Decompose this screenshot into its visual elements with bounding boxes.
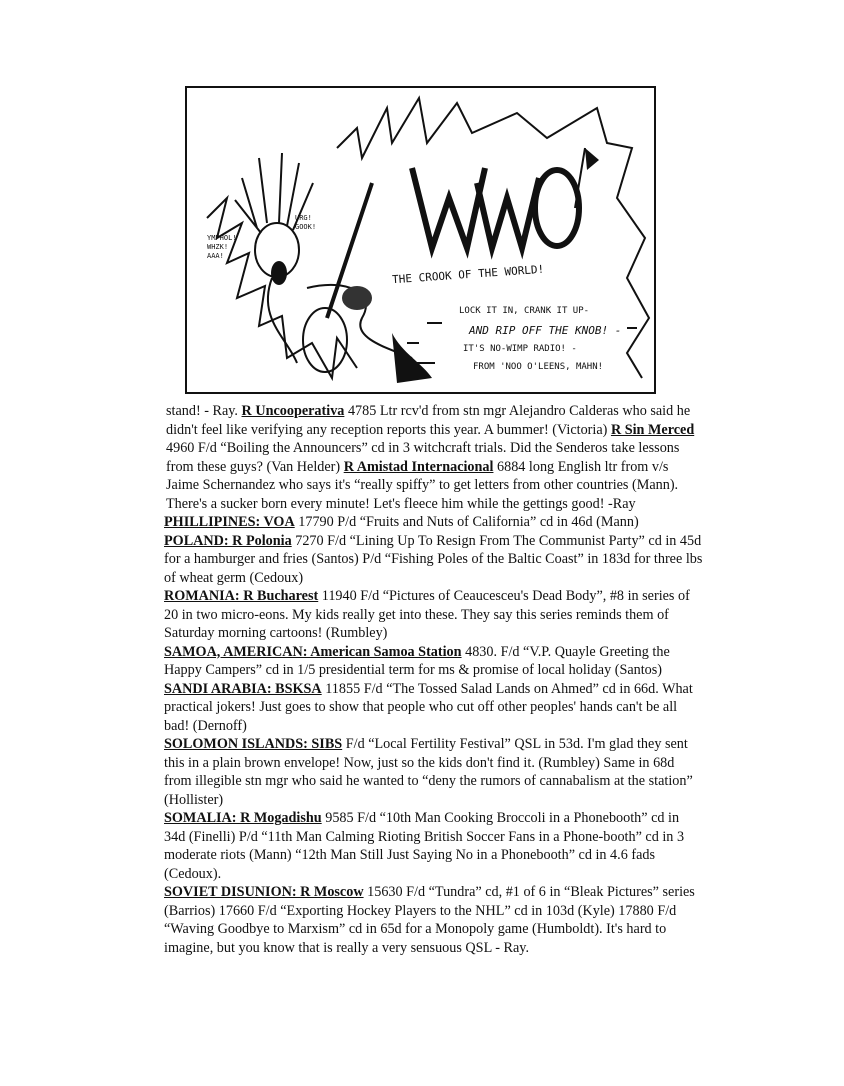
tagline: THE CROOK OF THE WORLD! xyxy=(391,262,545,287)
country-entry xyxy=(158,735,703,809)
country-entry xyxy=(158,643,703,680)
country-entries xyxy=(158,513,703,957)
country-station-heading: SANDI ARABIA: BSKSA xyxy=(164,680,322,697)
country-entry xyxy=(158,513,703,532)
country-station-heading: SAMOA, AMERICAN: American Samoa Station xyxy=(164,643,462,660)
intro-paragraph xyxy=(158,402,703,513)
entry-text: 9585 F/d “10th Man Cooking Broccoli in a Phonebooth” cd in 34d (Finelli) P/d “11th Man Calming Rioting British Soccer Fans in a Phone-booth” cd in 3 moderate riots (Mann) “12th Man Still Just Saying No in a Phonebooth” cd in 4.6 fads (Cedoux). xyxy=(164,810,685,882)
country-entry xyxy=(158,883,703,957)
cartoon-illustration xyxy=(185,86,656,394)
station-r-sin-merced: R Sin Merced xyxy=(610,421,695,438)
station-1-text: 4785 Ltr rcv'd from stn mgr Alejandro Calderas who said he didn't feel like verifying any reception reports this year. A bummer! (Victoria) xyxy=(166,403,691,438)
scream-caption: YMPHOL! WHZK! AAA! xyxy=(207,234,237,260)
station-2-text: 4960 F/d “Boiling the Announcers” cd in 3 witchcraft trials. Did the Senderos take lessons from these guys? (Van Helder) xyxy=(166,440,680,475)
station-3-text: 6884 long English ltr from v/s Jaime Schernandez who says it's “really spiffy” to get letters from other countries (Mann). There's a sucker born every minute! Let's fleece him while the gettings good! -Ray xyxy=(166,458,679,512)
slogan-line-2: AND RIP OFF THE KNOB! - xyxy=(469,324,622,337)
article-body xyxy=(158,402,703,957)
country-station-heading: SOLOMON ISLANDS: SIBS xyxy=(164,736,343,752)
entry-text: 11940 F/d “Pictures of Ceaucesceu's Dead Body”, #8 in series of 20 in two micro-eons. My kids really get into these. They say this series reminds them of Saturday morning cartoons! (Rumbley) xyxy=(164,588,690,641)
entry-text: F/d “Local Fertility Festival” QSL in 53d. I'm glad they sent this in a plain brown envelope! Now, just so the kids don't find it. (Rumbley) Same in 68d from illegible stn mgr who said he wanted to “deny the rumors of cannabalism at the station” (Hollister) xyxy=(164,736,693,808)
slogan-line-4: FROM 'NOO O'LEENS, MAHN! xyxy=(473,362,604,372)
country-entry xyxy=(158,587,703,643)
slogan-line-1: LOCK IT IN, CRANK IT UP- xyxy=(459,306,590,316)
country-station-heading: SOVIET DISUNION: R Moscow xyxy=(164,884,364,900)
station-r-amistad: R Amistad Internacional xyxy=(343,458,494,475)
country-entry xyxy=(158,809,703,883)
entry-text: 11855 F/d “The Tossed Salad Lands on Ahmed” cd in 66d. What practical jokers! Just goes to show that people who cut off other peoples' hands can't be all bad! (Dernoff) xyxy=(164,680,693,734)
country-station-heading: ROMANIA: R Bucharest xyxy=(164,588,319,604)
entry-text: 7270 F/d “Lining Up To Resign From The Communist Party” cd in 45d for a hamburger and fries (Santos) P/d “Fishing Poles of the Baltic Coast” in 183d for three lbs of wheat germ (Cedoux) xyxy=(164,532,703,586)
country-station-heading: POLAND: R Polonia xyxy=(164,532,292,549)
station-r-uncooperativa: R Uncooperativa xyxy=(241,403,345,419)
country-station-heading: PHILLIPINES: VOA xyxy=(164,514,295,530)
country-entry xyxy=(158,532,703,588)
speech-caption: URG! GOOK! xyxy=(295,214,317,231)
entry-text: 17790 P/d “Fruits and Nuts of California” cd in 46d (Mann) xyxy=(294,514,639,530)
slogan-line-3: IT'S NO-WIMP RADIO! - xyxy=(463,344,577,354)
country-entry xyxy=(158,680,703,736)
entry-text: 4830. F/d “V.P. Quayle Greeting the Happy Campers” cd in 1/5 presidential term for ms & promise of local holiday (Santos) xyxy=(164,643,670,678)
country-station-heading: SOMALIA: R Mogadishu xyxy=(164,810,322,826)
intro-lead: stand! - Ray. xyxy=(166,403,242,419)
cartoon-drawing xyxy=(187,88,656,394)
entry-text: 15630 F/d “Tundra” cd, #1 of 6 in “Bleak Pictures” series (Barrios) 17660 F/d “Exporting Hockey Players to the NHL” cd in 103d (Kyle) 17880 F/d “Waving Goodbye to Marxism” cd in 65d for a Monopoly game (Humboldt). It's hard to imagine, but you know that is really a very sensuous QSL - Ray. xyxy=(164,884,695,956)
